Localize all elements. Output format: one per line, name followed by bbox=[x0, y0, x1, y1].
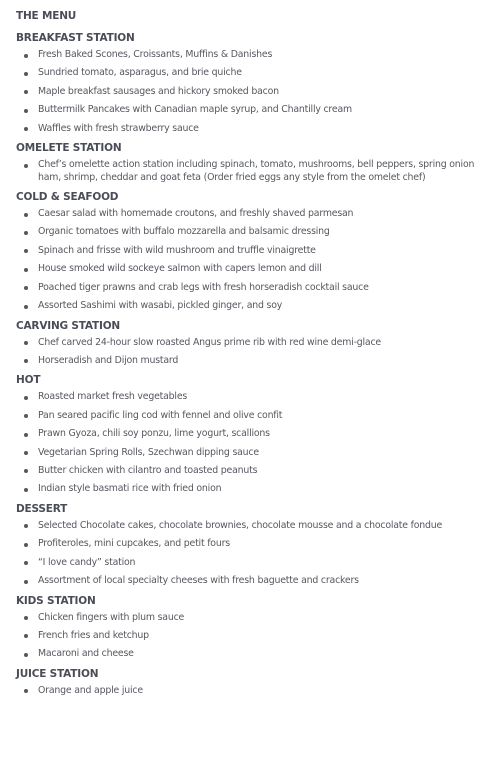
menu-item-list bbox=[16, 391, 486, 495]
menu-section bbox=[16, 374, 486, 495]
menu-item: Poached tiger prawns and crab legs with fresh horseradish cocktail sauce bbox=[16, 282, 486, 295]
menu-item: Organic tomatoes with buffalo mozzarella and balsamic dressing bbox=[16, 226, 486, 239]
menu-item: Horseradish and Dijon mustard bbox=[16, 355, 486, 368]
menu-item: Profiteroles, mini cupcakes, and petit fours bbox=[16, 538, 486, 551]
menu-item: Assortment of local specialty cheeses with fresh baguette and crackers bbox=[16, 575, 486, 588]
menu-section bbox=[16, 191, 486, 312]
menu-item: Butter chicken with cilantro and toasted peanuts bbox=[16, 465, 486, 478]
menu-item: Caesar salad with homemade croutons, and freshly shaved parmesan bbox=[16, 208, 486, 221]
menu-item: “I love candy” station bbox=[16, 557, 486, 570]
menu-item: Spinach and frisse with wild mushroom and truffle vinaigrette bbox=[16, 245, 486, 258]
menu-item: Fresh Baked Scones, Croissants, Muffins & Danishes bbox=[16, 49, 486, 62]
menu-item: Buttermilk Pancakes with Canadian maple syrup, and Chantilly cream bbox=[16, 104, 486, 117]
section-title: KIDS STATION bbox=[16, 594, 96, 607]
section-title: JUICE STATION bbox=[16, 667, 99, 680]
page-title: THE MENU bbox=[16, 10, 77, 22]
menu-item: Macaroni and cheese bbox=[16, 648, 486, 661]
menu-item-list bbox=[16, 49, 486, 135]
menu-item: Indian style basmati rice with fried onion bbox=[16, 483, 486, 496]
section-title: COLD & SEAFOOD bbox=[16, 191, 119, 204]
menu-section bbox=[16, 595, 486, 661]
section-title: BREAKFAST STATION bbox=[16, 32, 135, 44]
menu-item-list bbox=[16, 208, 486, 312]
section-title: CARVING STATION bbox=[16, 319, 121, 332]
section-title: HOT bbox=[16, 374, 41, 387]
menu-item: Assorted Sashimi with wasabi, pickled ginger, and soy bbox=[16, 300, 486, 313]
menu-item: Chef’s omelette action station including spinach, tomato, mushrooms, bell peppers, spring onion ham, shrimp, cheddar and goat feta (Order fried eggs any style from the omelet chef) bbox=[16, 159, 486, 184]
menu-item: Maple breakfast sausages and hickory smoked bacon bbox=[16, 86, 486, 99]
menu-section bbox=[16, 142, 486, 184]
menu-sections bbox=[16, 32, 486, 697]
menu-item: Prawn Gyoza, chili soy ponzu, lime yogurt, scallions bbox=[16, 428, 486, 441]
menu-item: French fries and ketchup bbox=[16, 630, 486, 643]
menu-section bbox=[16, 32, 486, 135]
menu-section bbox=[16, 668, 486, 698]
menu-section bbox=[16, 503, 486, 588]
menu-item-list bbox=[16, 337, 486, 368]
menu-item-list bbox=[16, 159, 486, 184]
menu-item-list bbox=[16, 520, 486, 588]
menu-item: Roasted market fresh vegetables bbox=[16, 391, 486, 404]
menu-item-list bbox=[16, 685, 486, 698]
menu-item: Vegetarian Spring Rolls, Szechwan dipping sauce bbox=[16, 447, 486, 460]
menu-item: House smoked wild sockeye salmon with capers lemon and dill bbox=[16, 263, 486, 276]
menu-item: Selected Chocolate cakes, chocolate brownies, chocolate mousse and a chocolate fondue bbox=[16, 520, 486, 533]
menu-item: Chicken fingers with plum sauce bbox=[16, 612, 486, 625]
section-title: DESSERT bbox=[16, 502, 68, 515]
menu-item: Pan seared pacific ling cod with fennel and olive confit bbox=[16, 410, 486, 423]
menu-item: Waffles with fresh strawberry sauce bbox=[16, 123, 486, 136]
menu-item-list bbox=[16, 612, 486, 661]
menu-item: Chef carved 24-hour slow roasted Angus prime rib with red wine demi-glace bbox=[16, 337, 486, 350]
menu-item: Orange and apple juice bbox=[16, 685, 486, 698]
section-title: OMELETE STATION bbox=[16, 142, 122, 155]
menu-item: Sundried tomato, asparagus, and brie quiche bbox=[16, 67, 486, 80]
menu-section bbox=[16, 320, 486, 368]
